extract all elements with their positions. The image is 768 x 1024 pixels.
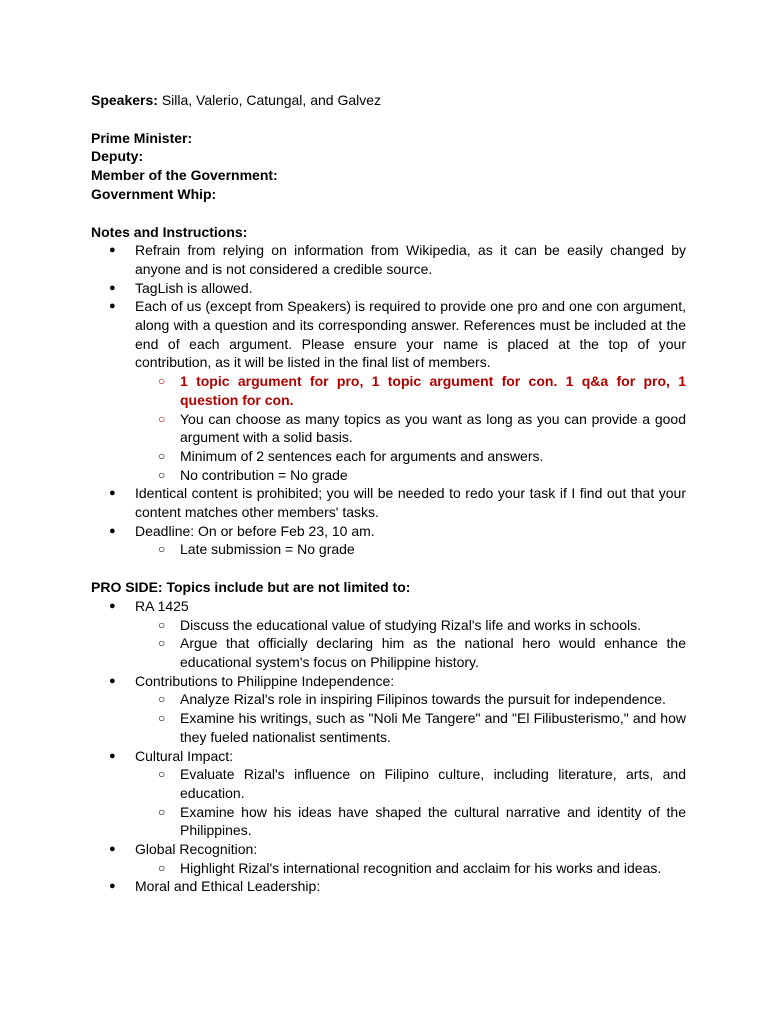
circle-bullet-icon: ○ [158,804,166,819]
speakers-names: Silla, Valerio, Catungal, and Galvez [157,92,382,108]
document-body [91,91,686,896]
circle-bullet-icon: ○ [158,411,166,426]
spacer [91,559,686,578]
pro-side-heading: PRO SIDE: Topics include but are not limited to: [91,579,411,596]
topic-item [109,877,686,896]
circle-bullet-icon: ○ [158,617,166,632]
sublist-item [158,859,686,878]
circle-bullet-icon: ○ [158,448,166,463]
sublist-item-text: Highlight Rizal's international recognition and acclaim for his works and ideas. [180,859,662,876]
spacer [91,110,686,129]
sublist-item-text: Examine how his ideas have shaped the cultural narrative and identity of the Philippines. [180,803,686,839]
list-item-text: Identical content is prohibited; you will be needed to redo your task if I find out that your content matches other members' tasks. [135,485,686,521]
topic-title: Moral and Ethical Leadership: [135,878,321,895]
sublist [135,859,686,878]
topic-item [109,840,686,877]
list-item [109,279,686,298]
notes-list [91,241,686,559]
circle-bullet-icon: ○ [158,711,166,726]
sublist [135,540,686,559]
circle-bullet-icon: ○ [158,860,166,875]
role-government-whip: Government Whip: [91,185,217,202]
speakers-label: Speakers: [91,92,158,108]
sublist-item [158,616,686,635]
bullet-icon: ● [109,281,116,294]
topic-item [109,597,686,672]
sublist-item-text: Argue that officially declaring him as the national hero would enhance the educational system's focus on Philippine history. [180,635,686,670]
circle-bullet-icon: ○ [158,767,166,782]
list-item [109,522,686,559]
list-item-text: Deadline: On or before Feb 23, 10 am. [135,522,375,539]
bullet-icon: ● [109,599,116,612]
topic-title: RA 1425 [135,597,189,614]
sublist-item-text: No contribution = No grade [180,466,348,483]
sublist-item [158,803,686,840]
bullet-icon: ● [109,244,116,257]
sublist [135,690,686,746]
sublist-item [158,540,686,559]
bullet-icon: ● [109,524,116,537]
bullet-icon: ● [109,749,116,762]
bullet-icon: ● [109,487,116,500]
notes-heading: Notes and Instructions: [91,223,248,240]
circle-bullet-icon: ○ [158,542,166,557]
list-item-text: Each of us (except from Speakers) is required to provide one pro and one con argument, along with a question and its corresponding answer. References must be included at the end of each argument. Please ensure your name is placed at the top of your contribution, as it will be listed in the final list of members. [135,298,686,371]
list-item-text: TagLish is allowed. [135,279,253,296]
bullet-icon: ● [109,300,116,313]
sublist-item-text: Examine his writings, such as "Noli Me Tangere" and "El Filibusterismo," and how they fueled nationalist sentiments. [180,710,686,745]
role-member-of-government: Member of the Government: [91,167,278,184]
list-item-text: Refrain from relying on information from Wikipedia, as it can be easily changed by anyone and is not considered a credible source. [135,242,686,277]
sublist-item-text: Evaluate Rizal's influence on Filipino culture, including literature, arts, and education. [180,766,686,801]
sublist-item-text: Minimum of 2 sentences each for arguments and answers. [180,447,544,464]
sublist-item [158,410,686,447]
spacer [91,204,686,223]
circle-bullet-icon: ○ [158,467,166,482]
sublist [135,616,686,672]
sublist-item [158,634,686,671]
pro-topics-list [91,597,686,896]
topic-item [109,747,686,841]
topic-item [109,672,686,747]
bullet-icon: ● [109,674,116,687]
role-prime-minister: Prime Minister: [91,129,193,146]
speakers-line [91,91,686,110]
list-item [109,241,686,278]
topic-title: Global Recognition: [135,841,258,858]
list-item [109,297,686,484]
role-deputy: Deputy: [91,148,144,165]
topic-title: Cultural Impact: [135,747,234,764]
circle-bullet-icon: ○ [158,374,166,389]
sublist [135,765,686,840]
circle-bullet-icon: ○ [158,636,166,651]
sublist-item-text: Analyze Rizal's role in inspiring Filipinos towards the pursuit for independence. [180,691,666,708]
list-item [109,484,686,521]
sublist-item [158,709,686,746]
sublist-item-text: 1 topic argument for pro, 1 topic argument for con. 1 q&a for pro, 1 question for con. [180,373,686,408]
sublist-item-emphasis [158,372,686,409]
sublist-item [158,447,686,466]
circle-bullet-icon: ○ [158,692,166,707]
sublist-item-text: Late submission = No grade [180,541,355,558]
sublist-item [158,466,686,485]
topic-title: Contributions to Philippine Independence: [135,672,395,689]
sublist [135,372,686,484]
sublist-item [158,690,686,709]
bullet-icon: ● [109,843,116,856]
bullet-icon: ● [109,880,116,893]
sublist-item [158,765,686,802]
sublist-item-text: Discuss the educational value of studying Rizal's life and works in schools. [180,616,642,633]
sublist-item-text: You can choose as many topics as you want as long as you can provide a good argument with a solid basis. [180,410,686,446]
